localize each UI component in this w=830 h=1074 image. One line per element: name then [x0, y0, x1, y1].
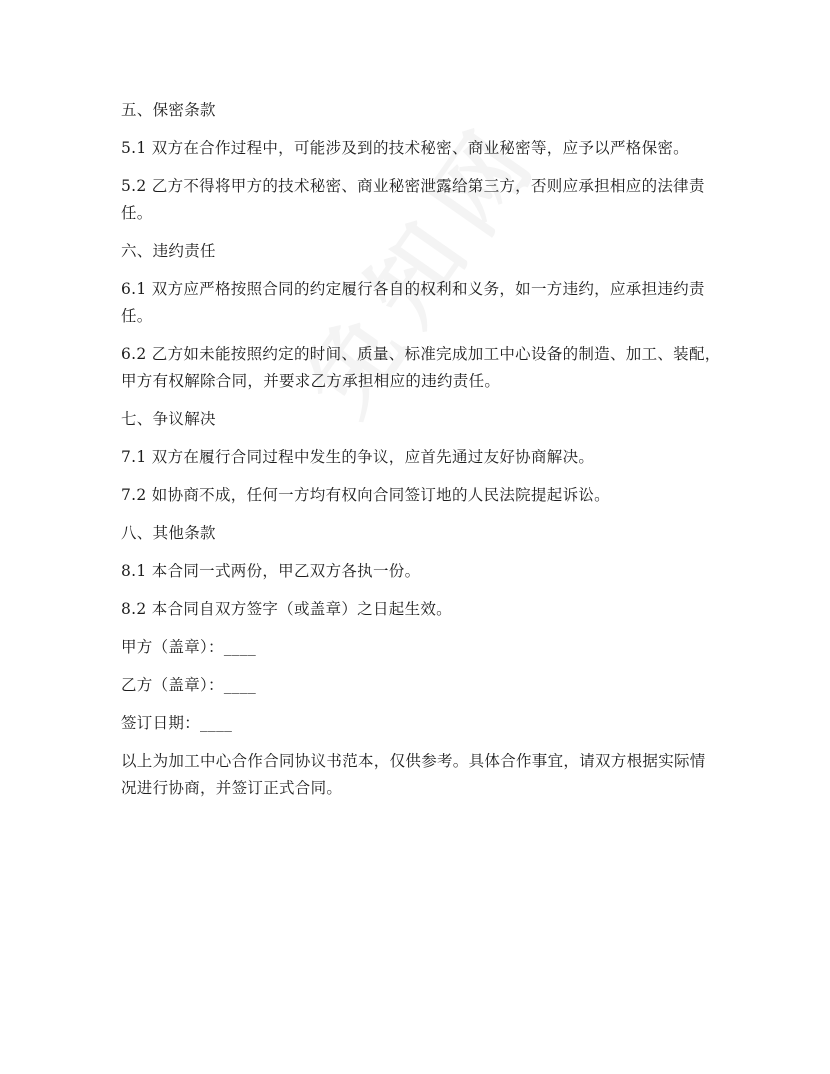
signing-date: 签订日期：____ [121, 714, 233, 732]
clause-8-2: 8.2 本合同自双方签字（或盖章）之日起生效。 [121, 600, 452, 618]
section-heading-liability: 六、违约责任 [121, 242, 216, 260]
clause-7-2: 7.2 如协商不成，任何一方均有权向合同签订地的人民法院提起诉讼。 [121, 486, 610, 504]
closing-note: 以上为加工中心合作合同协议书范本，仅供参考。具体合作事宜，请双方根据实际情况进行协商，并签订正式合同。 [121, 752, 706, 797]
section-heading-other: 八、其他条款 [121, 524, 216, 542]
clause-5-1: 5.1 双方在合作过程中，可能涉及到的技术秘密、商业秘密等，应予以严格保密。 [121, 139, 689, 157]
signature-party-b: 乙方（盖章）：____ [121, 676, 257, 694]
clause-6-1: 6.1 双方应严格按照合同的约定履行各自的权利和义务，如一方违约，应承担违约责任。 [121, 280, 705, 325]
document-body [121, 97, 721, 813]
clause-6-2: 6.2 乙方如未能按照约定的时间、质量、标准完成加工中心设备的制造、加工、装配，甲方有权解除合同，并要求乙方承担相应的违约责任。 [121, 345, 721, 390]
section-heading-confidentiality: 五、保密条款 [121, 101, 216, 119]
clause-7-1: 7.1 双方在履行合同过程中发生的争议，应首先通过友好协商解决。 [121, 448, 595, 466]
signature-party-a: 甲方（盖章）：____ [121, 638, 257, 656]
section-heading-dispute: 七、争议解决 [121, 410, 216, 428]
clause-8-1: 8.1 本合同一式两份，甲乙双方各执一份。 [121, 562, 421, 580]
clause-5-2: 5.2 乙方不得将甲方的技术秘密、商业秘密泄露给第三方，否则应承担相应的法律责任。 [121, 177, 705, 222]
